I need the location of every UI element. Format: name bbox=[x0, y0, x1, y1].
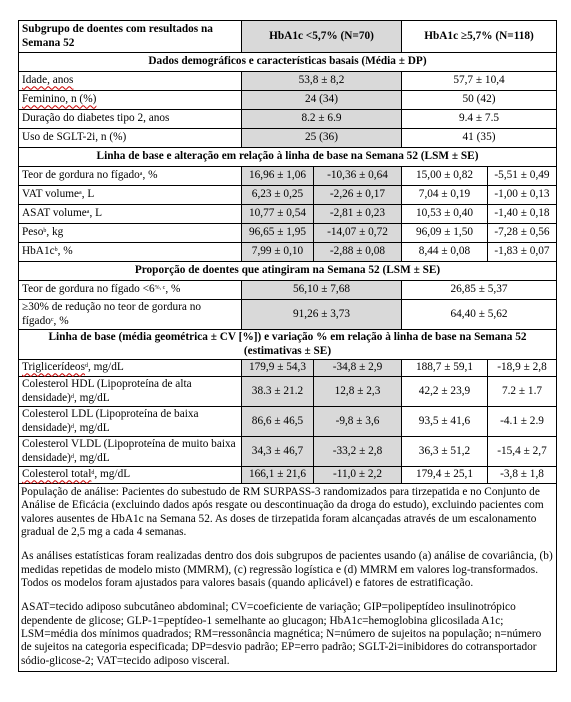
cell-low-baseline: 6,23 ± 0,25 bbox=[242, 186, 314, 205]
row-label: Colesterol LDL (Lipoproteína de baixa densidade)$^d$, mg/dL bbox=[19, 407, 242, 437]
section-title: Proporção de doentes que atingiram na Semana 52 (LSM ± SE) bbox=[19, 262, 557, 281]
cell-high-baseline: 96,09 ± 1,50 bbox=[402, 224, 488, 243]
cell-high-baseline: 93,5 ± 41,6 bbox=[402, 407, 488, 437]
row-label: ASAT volume$^a$, L bbox=[19, 205, 242, 224]
cell-low-baseline: 179,9 ± 54,3 bbox=[242, 360, 314, 377]
section-title: Dados demográficos e características basais (Média ± DP) bbox=[19, 53, 557, 72]
cell-high-baseline: 10,53 ± 0,40 bbox=[402, 205, 488, 224]
cell-high-change: -18,9 ± 2,8 bbox=[488, 360, 557, 377]
table-row bbox=[19, 407, 557, 437]
table-row bbox=[19, 72, 557, 91]
footnotes bbox=[19, 484, 557, 672]
row-label: Peso$^b$, kg bbox=[19, 224, 242, 243]
cell-low: 25 (36) bbox=[242, 129, 402, 148]
cell-high-baseline: 179,4 ± 25,1 bbox=[402, 467, 488, 484]
table-header-row bbox=[19, 21, 557, 53]
row-label: Uso de SGLT-2i, n (%) bbox=[19, 129, 242, 148]
table-row bbox=[19, 205, 557, 224]
table-row bbox=[19, 110, 557, 129]
cell-low: 53,8 ± 8,2 bbox=[242, 72, 402, 91]
cell-low-change: -2,26 ± 0,17 bbox=[314, 186, 402, 205]
table-row bbox=[19, 377, 557, 407]
cell-low: 91,26 ± 3,73 bbox=[242, 300, 402, 330]
section-lipids bbox=[19, 330, 557, 360]
cell-high-change: -7,28 ± 0,56 bbox=[488, 224, 557, 243]
header-hba1c-low: HbA1c <5,7% (N=70) bbox=[242, 21, 402, 53]
row-label: VAT volume$^a$, L bbox=[19, 186, 242, 205]
row-label: Duração do diabetes tipo 2, anos bbox=[19, 110, 242, 129]
row-label: ≥30% de redução no teor de gordura no fígado$^c$, % bbox=[19, 300, 242, 330]
cell-high-change: -3,8 ± 1,8 bbox=[488, 467, 557, 484]
label-age: Idade, anos bbox=[22, 74, 74, 87]
header-subgroup: Subgrupo de doentes com resultados na Semana 52 bbox=[19, 21, 242, 53]
cell-low-change: -34,8 ± 2,9 bbox=[314, 360, 402, 377]
table-row bbox=[19, 467, 557, 484]
section-baseline-change bbox=[19, 148, 557, 167]
table-row bbox=[19, 129, 557, 148]
row-label: Colesterol VLDL (Lipoproteína de muito baixa densidade)$^d$, mg/dL bbox=[19, 437, 242, 467]
footnote-analyses: As análises estatísticas foram realizadas dentro dos dois subgrupos de pacientes usando (a) análise de covariância, (b) medidas repetidas de modelo misto (MMRM), (c) regressão logística e (d) MMRM em valores log-transformados. Todos os modelos foram ajustados para valores basais (quando aplicável) e fatores de estratificação. bbox=[21, 550, 553, 589]
cell-high-change: -1,40 ± 0,18 bbox=[488, 205, 557, 224]
cell-low-baseline: 96,65 ± 1,95 bbox=[242, 224, 314, 243]
cell-low-baseline: 34,3 ± 46,7 bbox=[242, 437, 314, 467]
header-hba1c-high: HbA1c ≥5,7% (N=118) bbox=[402, 21, 557, 53]
cell-high-baseline: 42,2 ± 23,9 bbox=[402, 377, 488, 407]
footnote-row bbox=[19, 484, 557, 672]
cell-low-change: -33,2 ± 2,8 bbox=[314, 437, 402, 467]
cell-high-baseline: 188,7 ± 59,1 bbox=[402, 360, 488, 377]
row-label: Teor de gordura no fígado $<6^{\%, c}$, % bbox=[19, 281, 242, 300]
table-row bbox=[19, 167, 557, 186]
cell-low-change: -2,88 ± 0,08 bbox=[314, 243, 402, 262]
footnote-population: População de análise: Pacientes do subestudo de RM SURPASS-3 randomizados para tirzepatida e no Conjunto de Análise de Eficácia (excluindo dados após resgate ou descontinuação da droga do estudo), excluindo pacientes com valores ausentes de HbA1c na Semana 52. As doses de tirzepatida foram alcançadas através de um escalonamento gradual de 2,5 mg a cada 4 semanas. bbox=[21, 486, 544, 538]
results-table-document bbox=[18, 20, 556, 672]
table-row bbox=[19, 437, 557, 467]
table-row bbox=[19, 224, 557, 243]
cell-low-change: -11,0 ± 2,2 bbox=[314, 467, 402, 484]
cell-low-baseline: 16,96 ± 1,06 bbox=[242, 167, 314, 186]
cell-high-change: 7.2 ± 1.7 bbox=[488, 377, 557, 407]
footnote-abbreviations: ASAT=tecido adiposo subcutâneo abdominal; CV=coeficiente de variação; GIP=polipeptídeo insulinotrópico dependente de glicose; GLP-1=peptídeo-1 semelhante ao glucagon; HbA1c=hemoglobina glicosilada A1c; LSM=média dos mínimos quadrados; RM=ressonância magnética; N=número de sujeitos na população; n=número de sujeitos na categoria especificada; DP=desvio padrão; EP=erro padrão; SGLT-2i=inibidores do cotransportador sódio-glicose-2; VAT=tecido adiposo visceral. bbox=[21, 601, 542, 667]
cell-high-change: -5,51 ± 0,49 bbox=[488, 167, 557, 186]
cell-low-baseline: 38.3 ± 21.2 bbox=[242, 377, 314, 407]
table-row bbox=[19, 300, 557, 330]
cell-high-change: -4.1 ± 2.9 bbox=[488, 407, 557, 437]
section-demographics bbox=[19, 53, 557, 72]
label-female: Feminino, n (%) bbox=[22, 93, 97, 106]
row-label bbox=[19, 72, 242, 91]
cell-low-change: 12,8 ± 2,3 bbox=[314, 377, 402, 407]
cell-high-baseline: 8,44 ± 0,08 bbox=[402, 243, 488, 262]
row-label: Colesterol total$^d$, mg/dL bbox=[19, 467, 242, 484]
table-row bbox=[19, 281, 557, 300]
cell-low: 24 (34) bbox=[242, 91, 402, 110]
row-label: Colesterol HDL (Lipoproteína de alta densidade)$^d$, mg/dL bbox=[19, 377, 242, 407]
cell-low: 56,10 ± 7,68 bbox=[242, 281, 402, 300]
cell-low-baseline: 7,99 ± 0,10 bbox=[242, 243, 314, 262]
cell-low-change: -9,8 ± 3,6 bbox=[314, 407, 402, 437]
cell-low-change: -14,07 ± 0,72 bbox=[314, 224, 402, 243]
cell-low-baseline: 86,6 ± 46,5 bbox=[242, 407, 314, 437]
cell-high-baseline: 7,04 ± 0,19 bbox=[402, 186, 488, 205]
cell-high: 64,40 ± 5,62 bbox=[402, 300, 557, 330]
cell-high: 9.4 ± 7.5 bbox=[402, 110, 557, 129]
cell-high: 26,85 ± 5,37 bbox=[402, 281, 557, 300]
table-row bbox=[19, 360, 557, 377]
cell-high-baseline: 36,3 ± 51,2 bbox=[402, 437, 488, 467]
section-proportion bbox=[19, 262, 557, 281]
table-row bbox=[19, 186, 557, 205]
cell-low-baseline: 166,1 ± 21,6 bbox=[242, 467, 314, 484]
results-table bbox=[18, 20, 557, 672]
row-label: Triglicerídeos$^d$, mg/dL bbox=[19, 360, 242, 377]
section-title: Linha de base (média geométrica ± CV [%]) e variação % em relação à linha de base na Semana 52 (estimativas ± SE) bbox=[19, 330, 557, 360]
cell-high-change: -1,83 ± 0,07 bbox=[488, 243, 557, 262]
cell-high-change: -15,4 ± 2,7 bbox=[488, 437, 557, 467]
section-title: Linha de base e alteração em relação à linha de base na Semana 52 (LSM ± SE) bbox=[19, 148, 557, 167]
cell-low-change: -10,36 ± 0,64 bbox=[314, 167, 402, 186]
table-row bbox=[19, 243, 557, 262]
cell-low-change: -2,81 ± 0,23 bbox=[314, 205, 402, 224]
row-label bbox=[19, 91, 242, 110]
cell-high: 57,7 ± 10,4 bbox=[402, 72, 557, 91]
cell-high: 41 (35) bbox=[402, 129, 557, 148]
cell-high: 50 (42) bbox=[402, 91, 557, 110]
row-label: Teor de gordura no fígado$^a$, % bbox=[19, 167, 242, 186]
table-row bbox=[19, 91, 557, 110]
cell-low-baseline: 10,77 ± 0,54 bbox=[242, 205, 314, 224]
row-label: $HbA1c^b$, % bbox=[19, 243, 242, 262]
cell-low: 8.2 ± 6.9 bbox=[242, 110, 402, 129]
cell-high-baseline: 15,00 ± 0,82 bbox=[402, 167, 488, 186]
cell-high-change: -1,00 ± 0,13 bbox=[488, 186, 557, 205]
